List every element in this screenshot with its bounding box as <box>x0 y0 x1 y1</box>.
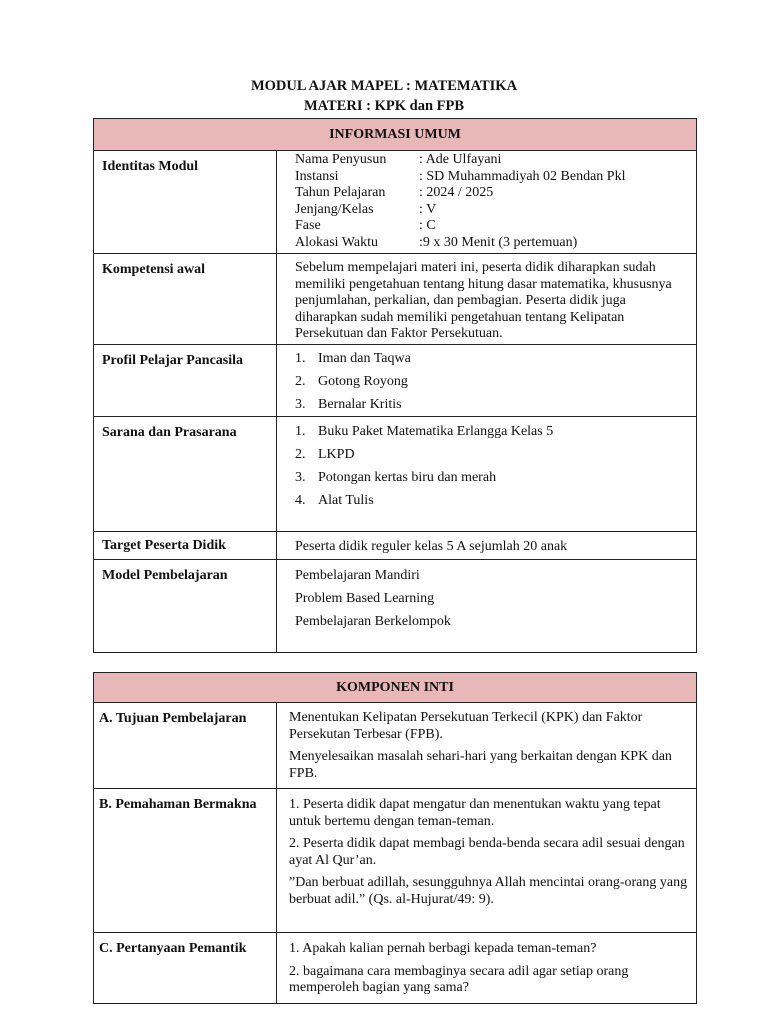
list-item: Pembelajaran Berkelompok <box>295 614 451 629</box>
informasi-umum-table <box>93 118 697 653</box>
list-item: 3. Bernalar Kritis <box>295 397 402 412</box>
doc-title: MODUL AJAR MAPEL : MATEMATIKA <box>250 78 518 94</box>
identitas-row: Fase : C <box>295 218 436 233</box>
list-item: 4. Alat Tulis <box>295 493 374 508</box>
pemahaman-label: B. Pemahaman Bermakna <box>94 789 277 933</box>
identitas-label: Identitas Modul <box>94 151 277 254</box>
komponen-inti-table <box>93 672 697 1004</box>
pemahaman-content: 1. Peserta didik dapat mengatur dan menentukan waktu yang tepat untuk bertemu dengan teman-teman. 2. Peserta didik dapat membagi benda-benda secara adil sesuai dengan ayat Al Qur’an. ”Dan berbuat adillah, sesungguhnya Allah mencintai orang-orang yang berbuat adil.” (Qs. al-Hujurat/49: 9). <box>277 789 697 933</box>
list-item: 1. Buku Paket Matematika Erlangga Kelas 5 <box>295 424 554 439</box>
profil-content <box>277 345 697 417</box>
sarana-content <box>277 417 697 532</box>
model-label: Model Pembelajaran <box>94 560 277 653</box>
tujuan-label: A. Tujuan Pembelajaran <box>94 703 277 789</box>
pertanyaan-label: C. Pertanyaan Pemantik <box>94 933 277 1004</box>
pertanyaan-content: 1. Apakah kalian pernah berbagi kepada teman-teman? 2. bagaimana cara membaginya secara adil agar setiap orang memperoleh bagian yang sama? <box>277 933 697 1004</box>
target-text: Peserta didik reguler kelas 5 A sejumlah 20 anak <box>277 532 697 560</box>
target-label: Target Peserta Didik <box>94 532 277 560</box>
informasi-umum-heading: INFORMASI UMUM <box>94 119 697 151</box>
model-content <box>277 560 697 653</box>
list-item: Problem Based Learning <box>295 591 435 606</box>
list-item: 1. Iman dan Taqwa <box>295 351 411 366</box>
list-item: 2. LKPD <box>295 447 355 462</box>
doc-subtitle: MATERI : KPK dan FPB <box>303 98 465 114</box>
kompetensi-text: Sebelum mempelajari materi ini, peserta didik diharapkan sudah memiliki pengetahuan tentang hitung dasar matematika, khususnya penjumlahan, perkalian, dan pembagian. Peserta didik juga diharapkan sudah memiliki pengetahuan tentang Kelipatan Persekutuan dan Faktor Persekutuan. <box>277 254 697 345</box>
list-item: 2. Gotong Royong <box>295 374 408 389</box>
tujuan-content: Menentukan Kelipatan Persekutuan Terkecil (KPK) dan Faktor Persekutan Terbesar (FPB). Menyelesaikan masalah sehari-hari yang berkaitan dengan KPK dan FPB. <box>277 703 697 789</box>
sarana-label: Sarana dan Prasarana <box>94 417 277 532</box>
kompetensi-label: Kompetensi awal <box>94 254 277 345</box>
identitas-content <box>277 151 697 254</box>
profil-label: Profil Pelajar Pancasila <box>94 345 277 417</box>
komponen-inti-heading: KOMPONEN INTI <box>94 673 697 703</box>
list-item: Pembelajaran Mandiri <box>295 568 420 583</box>
identitas-row: Instansi : SD Muhammadiyah 02 Bendan Pkl <box>295 168 626 184</box>
list-item: 3. Potongan kertas biru dan merah <box>295 470 497 485</box>
identitas-row: Tahun Pelajaran : 2024 / 2025 <box>295 185 494 200</box>
identitas-row: Jenjang/Kelas : V <box>295 201 437 217</box>
identitas-row: Nama Penyusun : Ade Ulfayani <box>295 152 502 167</box>
identitas-row: Alokasi Waktu :9 x 30 Menit (3 pertemuan) <box>295 234 578 250</box>
